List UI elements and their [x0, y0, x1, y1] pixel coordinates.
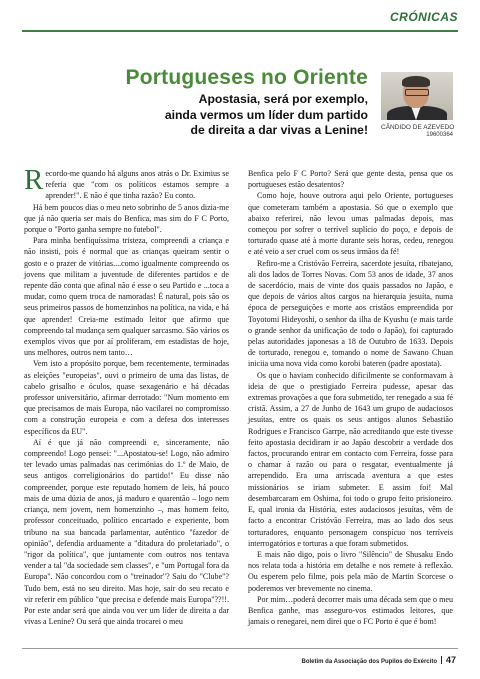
paragraph: Benfica pelo F C Porto? Será que gente desta, pensa que os portugueses estão desatentos? — [248, 169, 453, 190]
paragraph — [24, 164, 229, 202]
paragraph: Os que o haviam conhecido dificilmente se conformavam à ideia de que o prestigiado Ferreira pudesse, apesar das extremas provações a que fora submetido, ter renegado a sua fé cristã. Assim, a 27 de Junho de 1643 um grupo de audaciosos jesuítas, entre os quais os seus antigos alunos Sebastião Rodrigues e Francisco Garrpe, não acreditando que este tivesse feito apostasia decidiram ir ao Japão descobrir a verdade dos factos, procurando entrar em contacto com Ferreira, fosse para o chamar à razão ou para o resgatar, eventualmente já arrependido. Era uma arriscada aventura a que estes missionários se iriam submeter. E assim foi! Mal desembarcaram em Oshima, foi todo o grupo feito prisioneiro. E, qual ironia da História, estes audaciosos jesuítas, vêm de facto a encontrar Cristóvão Ferreira, mas ao lado dos seus torturadores, enquanto personagem conspícuo nos terríveis interrogatórios e torturas a que foram submetidos. — [248, 370, 453, 548]
author-name: CÂNDIDO DE AZEVEDO — [381, 124, 455, 131]
paragraph: Refiro-me a Cristóvão Ferreira, sacerdote jesuíta, ribatejano, ali dos lados de Torres Novas. Com 53 anos de idade, 37 anos de sacerdócio, mais de vinte dos quais passados no Japão, e que depois de vários altos cargos na hierarquia jesuíta, numa época de perseguições e morte aos cristãos empreendida por Toyotomi Hideyoshi, o senhor da ilha de Kyushu (e mais tarde o grande senhor da unificação de todo o Japão), foi capturado pelas autoridades japonesas a 18 de Outubro de 1633. Depois de torturado, renegou e, tomando o nome de Sawano Chuan iniciia uma nova vida como korobi bateren (padre apostata). — [248, 258, 453, 369]
article-column-right — [248, 168, 453, 627]
footer-separator — [441, 656, 442, 664]
section-label: CRÓNICAS — [389, 10, 458, 24]
publication-name: Boletim da Associação dos Pupilos do Exército — [301, 659, 437, 665]
author-photo — [381, 72, 453, 120]
article-title: Portugueses no Oriente — [125, 66, 368, 89]
page-footer — [302, 655, 457, 665]
top-rule — [22, 30, 458, 32]
article-subtitle — [110, 92, 368, 139]
paragraph: Como hoje, houve outrora aqui pelo Oriente, portugueses que cometeram também a apostasia. Só que o exemplo que abaixo referirei, não levou umas palmadas depois, mas começou por sofrer o terrível suplício do poço, e depois de torturado quase até à morte durante seis horas, cedeu, renegou e até veio a ser cruel com os seus irmãos da fé! — [248, 191, 453, 257]
paragraph: Para minha benfiquíssima tristeza, compreendi a criança e não insisti, pois é normal que as crianças queiram sentir o gosto e o prazer de vitórias....como igualmente compreendo os jovens que militam a juventude de diferentes partidos e de repente dão conta que afinal não é esse o seu Partido e ...toca a mudar, como quem troca de namoradas! É natural, pois são os seus primeiros passos de homenzinhos na política, na vida, e há que aprender! Creia-me estimado leitor que afirmo que compreendo tal mudança sem qualquer sarcasmo. São vários os exemplos vivos que por aí proliferam, em estadistas de hoje, uns melhores, outros nem tanto… — [24, 236, 229, 358]
paragraph: E mais não digo, pois o livro "Silêncio" de Shusaku Endo nos relata toda a história em detalhe e nos remete à reflexão. Ou esperem pelo filme, pois pela mão de Martin Scorcese o poderemos ver brevemente no cinema. — [248, 549, 453, 593]
drop-cap: R — [24, 164, 44, 196]
subtitle-line: Apostasia, será por exemplo, — [198, 92, 368, 106]
subtitle-line: de direita a dar vivas a Lenine! — [190, 123, 368, 137]
footer-rule — [22, 648, 458, 649]
paragraph: Há bem poucos dias o meu neto sobrinho de 5 anos dizia-me que já não queria ser mais do Benfica, mas sim do F C Porto, porque o "Porto ganha sempre no futebol". — [24, 202, 229, 235]
page-number: 47 — [445, 655, 456, 665]
author-id: 19600364 — [426, 132, 453, 138]
paragraph-text: ecordo-me quando há alguns anos atrás o Dr. Eximius se referia que "com os políticos estamos sempre a aprender!". E não é que tinha razão? Eu conto. — [45, 169, 229, 201]
paragraph: Por mim…poderá decorrer mais uma década sem que o meu Benfica ganhe, mas asseguro-vos estimados leitores, que jamais o renegarei, nem direi que o FC Porto é que é bom! — [248, 594, 453, 627]
article-column-left — [24, 164, 229, 627]
paragraph: Aí é que já não compreendi e, sinceramente, não compreendo! Logo pensei: "...Apostatou-se! Logo, não admiro ter levado umas palmadas nas cerimónias do 1.º de Maio, de seus antigos correligionários do partido!" Eu disse não compreender, porque este reputado homem de leis, há pouco mais de uma dúzia de anos, já maduro e quarentão – logo nem criança, nem jovem, nem homenzinho –, mas homem feito, professor conceituado, político encartado e experiente, bom tribuno na sua bancada parlamentar, autêntico "fazedor de opinião", defendia arduamente a "ditadura do proletariado", o "rigor da política", que juntamente com outros nos tentava vender a tal "da sociedade sem classes", e "um Portugal fora da Europa". Não concordou com o "treinador"? Saiu do "Clube"? Tudo bem, está no seu direito. Mas hoje, sair do seu recato e vir referir em público "que precisa e defende mais Europa"??!!. Por este andar será que ainda vou ver um líder de direita a dar vivas a Lenine? Ou será que ainda trocarei o meu — [24, 437, 229, 627]
paragraph: Vem isto a propósito porque, bem recentemente, terminadas as eleições "europeias", ouvi o primeiro de uma das listas, de cabelo grisalho e óculos, quase sexagenário e há décadas professor universitário, afirmar derrotado: "Num momento em que precisamos de mais Europa, não vacilarei no compromisso com a construção europeia e com a defesa dos interesses específicos da EU". — [24, 359, 229, 436]
subtitle-line: ainda vermos um líder dum partido — [164, 107, 368, 122]
